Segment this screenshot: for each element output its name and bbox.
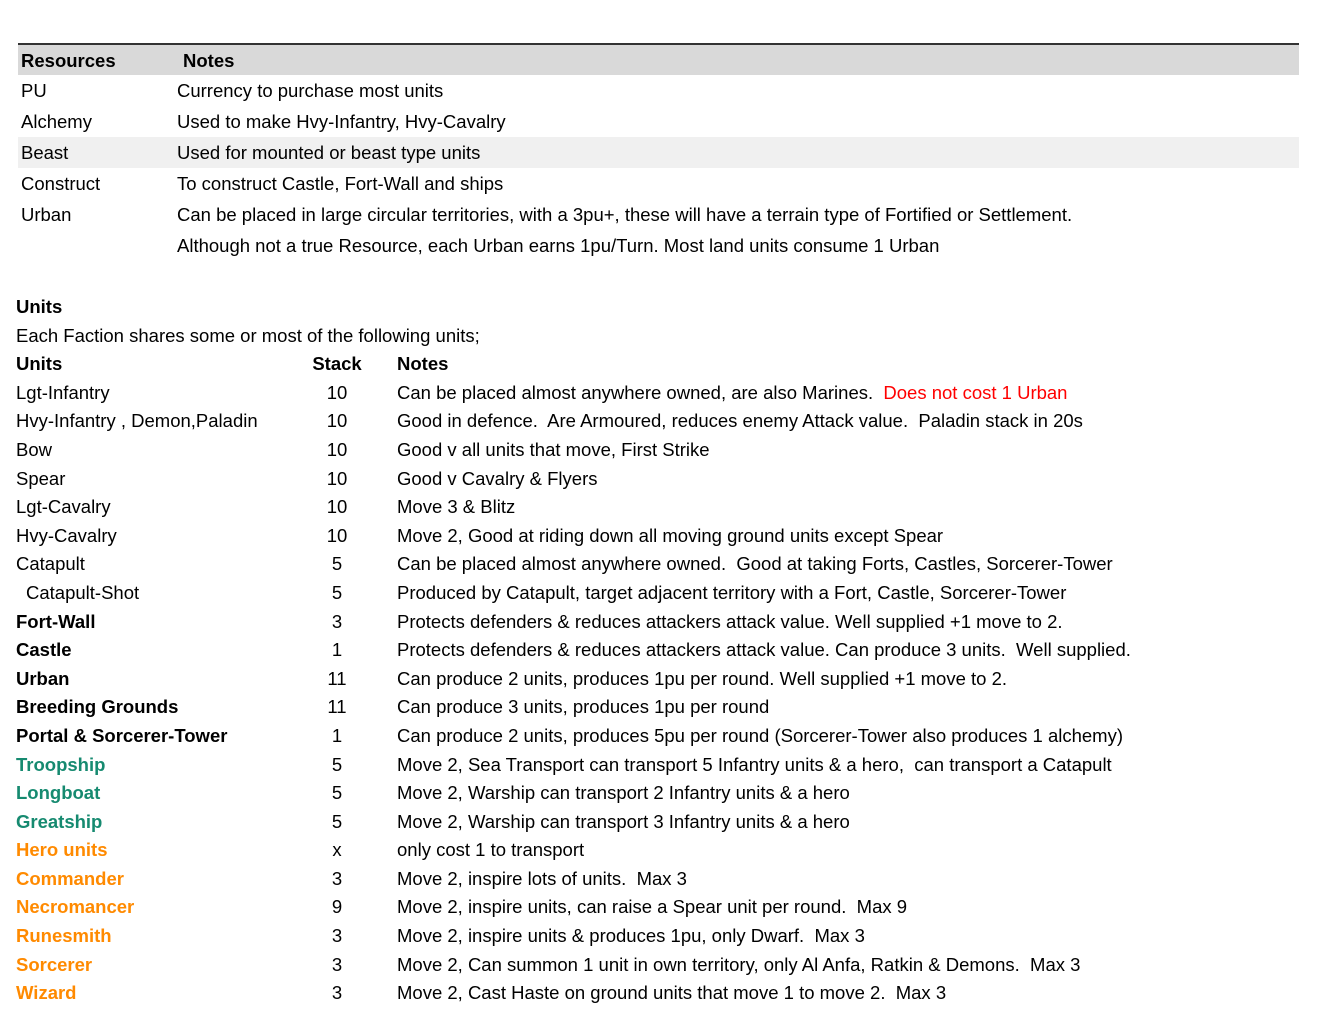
unit-notes-highlight: Does not cost 1 Urban xyxy=(883,381,1068,403)
unit-notes xyxy=(397,922,865,951)
unit-notes xyxy=(397,379,1067,408)
unit-name: Longboat xyxy=(16,782,101,804)
unit-stack: 3 xyxy=(331,867,343,889)
resource-row xyxy=(18,199,1299,230)
resource-notes: Although not a true Resource, each Urban earns 1pu/Turn. Most land units consume 1 Urban xyxy=(177,235,940,256)
unit-notes-text: Protects defenders & reduces attackers attack value. Well supplied +1 move to 2. xyxy=(397,610,1063,632)
unit-row xyxy=(16,722,1306,751)
unit-notes xyxy=(397,836,584,865)
unit-notes-text: Can produce 2 units, produces 5pu per round (Sorcerer-Tower also produces 1 alchemy) xyxy=(397,724,1123,746)
resource-row xyxy=(18,168,1299,199)
unit-notes xyxy=(397,979,946,1008)
unit-name: Commander xyxy=(16,867,124,889)
unit-stack: 1 xyxy=(331,639,343,661)
unit-name: Hvy-Cavalry xyxy=(16,524,117,546)
unit-row xyxy=(16,893,1306,922)
unit-stack: 9 xyxy=(331,896,343,918)
unit-stack: 3 xyxy=(331,610,343,632)
unit-notes xyxy=(397,465,597,494)
unit-notes-text: Move 2, Sea Transport can transport 5 Infantry units & a hero, can transport a Catapult xyxy=(397,753,1112,775)
resource-name: Urban xyxy=(21,204,72,225)
resource-name: Alchemy xyxy=(21,111,92,132)
unit-notes xyxy=(397,693,769,722)
unit-row xyxy=(16,379,1306,408)
resource-name: Beast xyxy=(21,142,69,163)
unit-notes-text: Can be placed almost anywhere owned, are also Marines. xyxy=(397,381,884,403)
unit-row xyxy=(16,951,1306,980)
unit-notes xyxy=(397,608,1063,637)
unit-notes-text: Move 2, Can summon 1 unit in own territory, only Al Anfa, Ratkin & Demons. Max 3 xyxy=(397,953,1081,975)
unit-name: Runesmith xyxy=(16,925,112,947)
unit-name: Wizard xyxy=(16,982,77,1004)
unit-row xyxy=(16,407,1306,436)
resource-row xyxy=(18,137,1299,168)
unit-row xyxy=(16,522,1306,551)
unit-notes xyxy=(397,722,1123,751)
unit-notes xyxy=(397,436,710,465)
unit-row xyxy=(16,922,1306,951)
unit-notes xyxy=(397,579,1066,608)
unit-stack: 5 xyxy=(331,810,343,832)
unit-stack: 5 xyxy=(331,782,343,804)
resource-notes: Can be placed in large circular territories, with a 3pu+, these will have a terrain type of Fortified or Settlement. xyxy=(177,204,1073,225)
unit-row xyxy=(16,865,1306,894)
unit-notes xyxy=(397,493,515,522)
unit-notes xyxy=(397,779,850,808)
resource-notes: Currency to purchase most units xyxy=(177,80,444,101)
units-header-row xyxy=(16,350,1306,379)
unit-stack: 3 xyxy=(331,953,343,975)
unit-name: Hvy-Infantry , Demon,Paladin xyxy=(16,410,258,432)
resource-notes: Used for mounted or beast type units xyxy=(177,142,481,163)
resource-name: PU xyxy=(21,80,47,101)
unit-row xyxy=(16,979,1306,1008)
unit-name: Greatship xyxy=(16,810,103,832)
unit-stack: 10 xyxy=(326,524,348,546)
unit-name: Catapult xyxy=(16,553,85,575)
unit-notes-text: Good v Cavalry & Flyers xyxy=(397,467,598,489)
unit-name: Sorcerer xyxy=(16,953,93,975)
unit-row xyxy=(16,436,1306,465)
unit-notes-text: Protects defenders & reduces attackers attack value. Can produce 3 units. Well supplied. xyxy=(397,639,1131,661)
unit-notes-text: Move 2, Cast Haste on ground units that move 1 to move 2. Max 3 xyxy=(397,982,947,1004)
unit-notes-text: Move 2, inspire lots of units. Max 3 xyxy=(397,867,687,889)
unit-row xyxy=(16,465,1306,494)
unit-notes-text: Move 2, inspire units & produces 1pu, only Dwarf. Max 3 xyxy=(397,925,865,947)
notes-column-header: Notes xyxy=(397,353,449,375)
unit-name: Catapult-Shot xyxy=(26,581,140,603)
unit-name: Bow xyxy=(16,438,52,460)
unit-row xyxy=(16,836,1306,865)
unit-stack: 10 xyxy=(326,467,348,489)
unit-notes xyxy=(397,522,943,551)
unit-stack: 3 xyxy=(331,925,343,947)
unit-stack: 10 xyxy=(326,381,348,403)
unit-name: Castle xyxy=(16,639,72,661)
unit-name: Portal & Sorcerer-Tower xyxy=(16,724,228,746)
unit-notes-text: Can be placed almost anywhere owned. Good at taking Forts, Castles, Sorcerer-Tower xyxy=(397,553,1113,575)
unit-stack: 11 xyxy=(327,696,347,718)
unit-row xyxy=(16,808,1306,837)
unit-name: Troopship xyxy=(16,753,106,775)
unit-row xyxy=(16,550,1306,579)
unit-notes xyxy=(397,751,1112,780)
unit-notes-text: Can produce 2 units, produces 1pu per round. Well supplied +1 move to 2. xyxy=(397,667,1008,689)
unit-notes-text: Move 2, inspire units, can raise a Spear unit per round. Max 9 xyxy=(397,896,908,918)
notes-column-header: Notes xyxy=(183,50,235,71)
unit-stack: 11 xyxy=(327,667,347,689)
unit-notes-text: only cost 1 to transport xyxy=(397,839,585,861)
unit-row xyxy=(16,693,1306,722)
unit-name: Lgt-Cavalry xyxy=(16,496,111,518)
unit-notes xyxy=(397,636,1131,665)
unit-notes-text: Can produce 3 units, produces 1pu per round xyxy=(397,696,770,718)
unit-notes xyxy=(397,865,687,894)
unit-stack: x xyxy=(332,839,342,861)
unit-stack: 10 xyxy=(326,410,348,432)
unit-stack: 5 xyxy=(331,553,343,575)
units-section xyxy=(16,293,1306,1008)
resource-row xyxy=(18,230,1299,261)
unit-stack: 1 xyxy=(331,724,343,746)
unit-notes-text: Move 2, Good at riding down all moving ground units except Spear xyxy=(397,524,944,546)
resources-column-header: Resources xyxy=(21,50,116,71)
unit-row xyxy=(16,608,1306,637)
unit-stack: 10 xyxy=(326,438,348,460)
unit-name: Fort-Wall xyxy=(16,610,96,632)
unit-notes-text: Produced by Catapult, target adjacent territory with a Fort, Castle, Sorcerer-Tower xyxy=(397,581,1067,603)
unit-row xyxy=(16,665,1306,694)
unit-notes-text: Good v all units that move, First Strike xyxy=(397,438,710,460)
unit-stack: 5 xyxy=(331,753,343,775)
resources-header-row xyxy=(18,45,1299,75)
stack-column-header: Stack xyxy=(312,353,362,375)
unit-name: Lgt-Infantry xyxy=(16,381,110,403)
unit-notes xyxy=(397,665,1007,694)
unit-row xyxy=(16,779,1306,808)
unit-notes-text: Good in defence. Are Armoured, reduces enemy Attack value. Paladin stack in 20s xyxy=(397,410,1083,432)
resource-row xyxy=(18,75,1299,106)
unit-row xyxy=(16,493,1306,522)
resources-table xyxy=(18,43,1299,261)
unit-notes xyxy=(397,951,1080,980)
unit-name: Urban xyxy=(16,667,70,689)
unit-notes-text: Move 2, Warship can transport 2 Infantry units & a hero xyxy=(397,782,850,804)
unit-stack: 5 xyxy=(331,581,343,603)
unit-notes-text: Move 3 & Blitz xyxy=(397,496,516,518)
units-column-header: Units xyxy=(16,353,63,375)
unit-stack: 3 xyxy=(331,982,343,1004)
resource-name: Construct xyxy=(21,173,101,194)
unit-notes-text: Move 2, Warship can transport 3 Infantry units & a hero xyxy=(397,810,850,832)
unit-stack: 10 xyxy=(326,496,348,518)
unit-notes xyxy=(397,893,907,922)
resource-row xyxy=(18,106,1299,137)
unit-notes xyxy=(397,550,1113,579)
unit-name: Hero units xyxy=(16,839,108,861)
unit-row xyxy=(16,579,1306,608)
units-section-title: Units xyxy=(16,296,63,317)
unit-notes xyxy=(397,808,850,837)
units-intro: Each Faction shares some or most of the following units; xyxy=(16,324,480,346)
unit-name: Necromancer xyxy=(16,896,135,918)
resource-notes: To construct Castle, Fort-Wall and ships xyxy=(177,173,504,194)
unit-name: Spear xyxy=(16,467,66,489)
unit-row xyxy=(16,636,1306,665)
unit-notes xyxy=(397,407,1083,436)
unit-name: Breeding Grounds xyxy=(16,696,179,718)
unit-row xyxy=(16,751,1306,780)
resource-notes: Used to make Hvy-Infantry, Hvy-Cavalry xyxy=(177,111,506,132)
